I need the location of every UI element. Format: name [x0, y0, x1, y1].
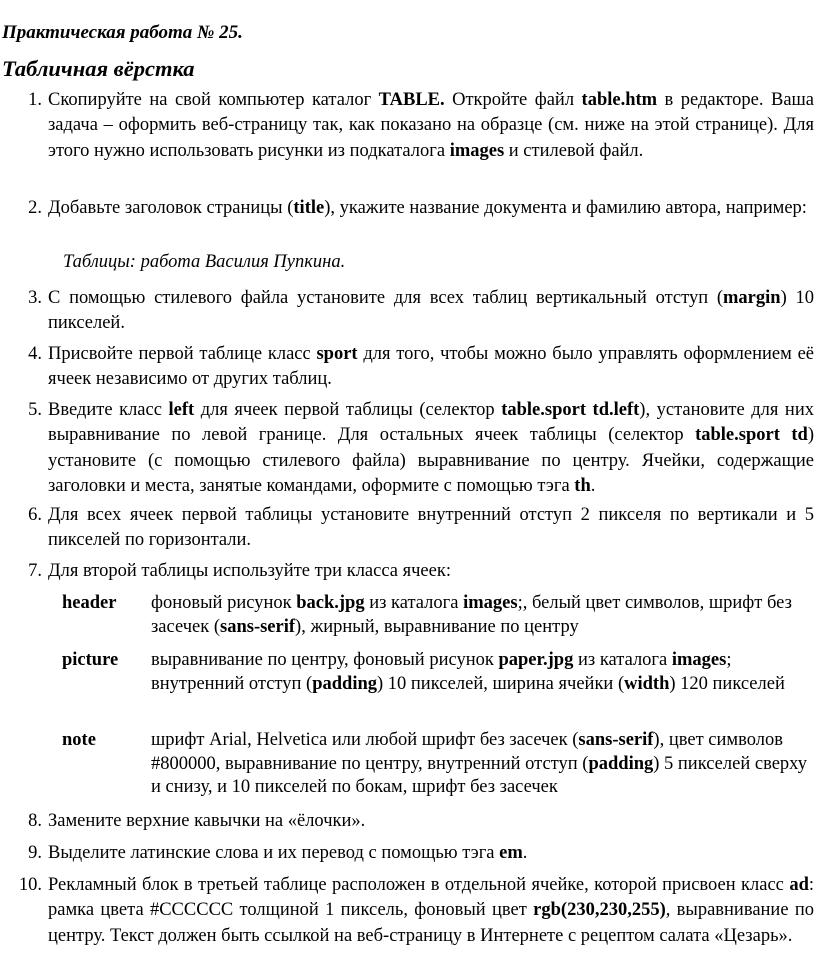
text-run: Добавьте заголовок страницы (	[48, 198, 294, 218]
item-text	[48, 503, 814, 554]
bold-term: images	[463, 593, 518, 613]
text-run: выравнивание по центру, фоновый рисунок	[151, 650, 499, 670]
bold-term: padding	[588, 753, 654, 774]
text-run: ) 5 пикселей сверху и снизу, и 10 пикселей по бокам, шрифт без засечек	[151, 753, 807, 797]
bold-term: back.jpg	[296, 593, 365, 613]
text-run: , выравнивание по центру. Текст должен быть ссылкой на веб-страницу в Интернете с рецептом салата «Цезарь».	[48, 900, 814, 946]
item-number: 10.	[18, 875, 42, 895]
text-run: Для второй таблицы используйте три класса ячеек:	[48, 561, 451, 581]
class-name: picture	[62, 650, 119, 670]
item-text	[48, 196, 814, 221]
bold-term: th	[574, 475, 591, 496]
worksheet-title: Табличная вёрстка	[2, 56, 195, 81]
item-number: 9.	[28, 843, 42, 863]
text-run: Замените верхние кавычки на «ёлочки».	[48, 811, 366, 831]
bold-term: sport	[316, 344, 358, 364]
bold-term: table.sport td.left	[501, 400, 640, 420]
text-run: фоновый рисунок	[151, 593, 297, 613]
item-text	[48, 88, 814, 164]
example-title: Таблицы: работа Василия Пупкина.	[63, 252, 346, 272]
text-run: ), установите для них выравнивание по левой границе. Для остальных ячеек таблицы (селектор	[48, 400, 814, 446]
bold-term: title	[293, 198, 325, 218]
item-text	[48, 841, 814, 866]
item-text	[48, 559, 814, 584]
item-number: 5.	[28, 400, 42, 420]
worksheet-number: Практическая работа № 25.	[2, 22, 243, 43]
item-text	[48, 398, 814, 499]
text-run: ) 10 пикселей.	[48, 288, 814, 334]
bold-term: paper.jpg	[498, 650, 574, 670]
text-run: ) установите (с помощью стилевого файла) выравнивание по центру. Ячейки, содержащие заголовки и места, занятые командами, оформите с помощью тэга	[48, 425, 814, 496]
item-text	[48, 873, 814, 949]
text-run: .	[590, 475, 596, 496]
item-number: 2.	[28, 198, 42, 218]
text-run: ; внутренний отступ (	[151, 650, 732, 694]
item-number: 4.	[28, 344, 42, 364]
text-run: для того, чтобы можно было управлять оформлением её ячеек независимо от других таблиц.	[48, 344, 814, 390]
bold-term: width	[624, 673, 670, 694]
text-run: ), укажите название документа и фамилию автора, например:	[324, 198, 807, 218]
item-number: 8.	[28, 811, 42, 831]
text-run: в редакторе. Ваша задача – оформить веб-страницу так, как показано на образце (см. ниже на этой странице). Для этого нужно использовать рисунки из подкаталога	[48, 90, 815, 161]
text-run: ), жирный, выравнивание по центру	[295, 616, 579, 637]
text-run: из каталога	[573, 650, 672, 670]
bold-term: sans-serif	[578, 730, 654, 750]
text-run: .	[522, 843, 528, 863]
item-text	[48, 342, 814, 393]
bold-term: em	[499, 843, 523, 863]
item-number: 6.	[28, 505, 42, 525]
text-run: Для всех ячеек первой таблицы установите внутренний отступ 2 пикселя по вертикали и 5 пикселей по горизонтали.	[48, 505, 814, 551]
class-description	[151, 729, 814, 800]
bold-term: ad	[789, 875, 809, 895]
text-run: из каталога	[364, 593, 464, 613]
text-run: Присвойте первой таблице класс	[48, 344, 317, 364]
text-run: ) 10 пикселей, ширина ячейки (	[377, 673, 625, 694]
text-run: С помощью стилевого файла установите для всех таблиц вертикальный отступ (	[48, 288, 724, 308]
bold-term: padding	[312, 673, 377, 694]
text-run: ;, белый цвет символов, шрифт без засечек (	[151, 593, 792, 637]
class-description	[151, 592, 814, 639]
text-run: шрифт Arial, Helvetica или любой шрифт без засечек (	[151, 730, 579, 750]
item-number: 7.	[28, 561, 42, 581]
class-name: header	[62, 593, 117, 613]
item-number: 3.	[28, 288, 42, 308]
item-text	[48, 809, 814, 834]
class-name: note	[62, 730, 96, 750]
text-run: ) 120 пикселей	[669, 673, 785, 694]
text-run: ), цвет символов #800000, выравнивание по центру, внутренний отступ (	[151, 730, 783, 774]
bold-term: images	[449, 140, 505, 161]
item-text	[48, 286, 814, 337]
bold-term: table.htm	[581, 90, 658, 110]
text-run: Рекламный блок в третьей таблице расположен в отдельной ячейке, которой присвоен класс	[48, 875, 790, 895]
bold-term: left	[168, 400, 195, 420]
text-run: Введите класс	[48, 400, 169, 420]
text-run: Скопируйте на свой компьютер каталог	[48, 90, 379, 110]
text-run: для ячеек первой таблицы (селектор	[194, 400, 502, 420]
bold-term: images	[671, 650, 727, 670]
bold-term: margin	[723, 288, 781, 308]
text-run: : рамка цвета #CCCCCC толщиной 1 пиксель, фоновый цвет	[48, 875, 814, 921]
text-run: и стилевой файл.	[504, 140, 644, 161]
bold-term: sans-serif	[220, 616, 296, 637]
item-number: 1.	[28, 90, 42, 110]
bold-term: TABLE.	[378, 90, 445, 110]
bold-term: table.sport td	[695, 425, 808, 446]
text-run: Откройте файл	[444, 90, 582, 110]
class-description	[151, 649, 814, 696]
text-run: Выделите латинские слова и их перевод с помощью тэга	[48, 843, 500, 863]
bold-term: rgb(230,230,255)	[533, 900, 666, 921]
